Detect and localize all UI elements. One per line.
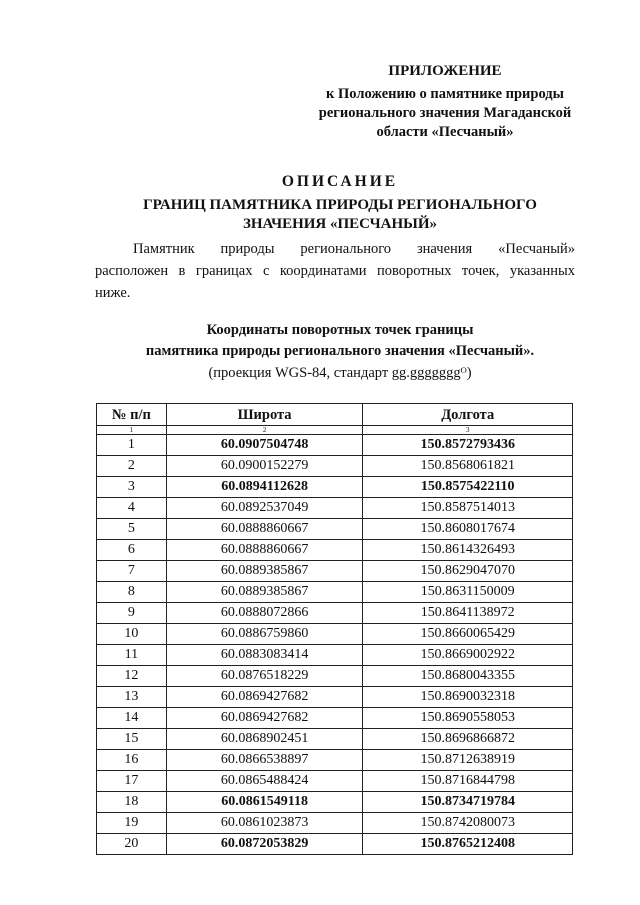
table-index-row — [97, 426, 573, 435]
document-title — [100, 172, 580, 234]
cell-longitude: 150.8572793436 — [363, 435, 573, 456]
table-row — [97, 540, 573, 561]
cell-number: 11 — [97, 645, 167, 666]
cell-number: 8 — [97, 582, 167, 603]
appendix-title: ПРИЛОЖЕНИЕ — [388, 63, 502, 79]
coordinates-title-line-2: памятника природы регионального значения «Песчаный». — [145, 343, 535, 359]
document-title-line-1: ОПИСАНИЕ — [281, 173, 399, 190]
table-row — [97, 582, 573, 603]
cell-longitude: 150.8680043355 — [363, 666, 573, 687]
cell-latitude: 60.0900152279 — [166, 456, 363, 477]
cell-number: 1 — [97, 435, 167, 456]
cell-number: 20 — [97, 834, 167, 855]
cell-latitude: 60.0869427682 — [166, 687, 363, 708]
cell-longitude: 150.8690032318 — [363, 687, 573, 708]
cell-number: 17 — [97, 771, 167, 792]
cell-latitude: 60.0861023873 — [166, 813, 363, 834]
cell-latitude: 60.0869427682 — [166, 708, 363, 729]
cell-latitude: 60.0861549118 — [166, 792, 363, 813]
appendix-block — [300, 62, 590, 142]
cell-latitude: 60.0886759860 — [166, 624, 363, 645]
cell-latitude: 60.0888072866 — [166, 603, 363, 624]
cell-longitude: 150.8608017674 — [363, 519, 573, 540]
header-latitude: Широта — [166, 404, 363, 426]
index-cell: 3 — [363, 426, 573, 435]
table-row — [97, 792, 573, 813]
cell-number: 14 — [97, 708, 167, 729]
appendix-line-3: области «Песчаный» — [376, 124, 514, 140]
cell-latitude: 60.0883083414 — [166, 645, 363, 666]
description-paragraph — [95, 238, 575, 304]
cell-longitude: 150.8641138972 — [363, 603, 573, 624]
cell-number: 5 — [97, 519, 167, 540]
table-row — [97, 834, 573, 855]
cell-latitude: 60.0876518229 — [166, 666, 363, 687]
table-row — [97, 813, 573, 834]
paragraph-line-1: Памятник природы регионального значения «Песчаный» — [133, 241, 575, 257]
table-row — [97, 603, 573, 624]
paragraph-line-2: расположен в границах с координатами поворотных точек, указанных — [95, 263, 575, 279]
cell-number: 18 — [97, 792, 167, 813]
cell-number: 6 — [97, 540, 167, 561]
table-row — [97, 708, 573, 729]
cell-number: 15 — [97, 729, 167, 750]
table-row — [97, 498, 573, 519]
cell-latitude: 60.0889385867 — [166, 561, 363, 582]
cell-longitude: 150.8696866872 — [363, 729, 573, 750]
table-row — [97, 519, 573, 540]
coordinates-title — [100, 320, 580, 383]
cell-latitude: 60.0865488424 — [166, 771, 363, 792]
cell-longitude: 150.8660065429 — [363, 624, 573, 645]
table-body — [97, 435, 573, 855]
cell-number: 13 — [97, 687, 167, 708]
cell-number: 3 — [97, 477, 167, 498]
cell-number: 12 — [97, 666, 167, 687]
table-row — [97, 561, 573, 582]
index-cell: 2 — [166, 426, 363, 435]
cell-latitude: 60.0866538897 — [166, 750, 363, 771]
header-longitude: Долгота — [363, 404, 573, 426]
table-row — [97, 666, 573, 687]
header-number: № п/п — [97, 404, 167, 426]
cell-latitude: 60.0892537049 — [166, 498, 363, 519]
appendix-line-1: к Положению о памятнике природы — [326, 86, 564, 102]
cell-longitude: 150.8575422110 — [363, 477, 573, 498]
paragraph-line-3: ниже. — [95, 285, 131, 301]
cell-longitude: 150.8629047070 — [363, 561, 573, 582]
cell-latitude: 60.0868902451 — [166, 729, 363, 750]
document-title-line-2: ГРАНИЦ ПАМЯТНИКА ПРИРОДЫ РЕГИОНАЛЬНОГО — [143, 197, 537, 213]
cell-longitude: 150.8669002922 — [363, 645, 573, 666]
cell-latitude: 60.0872053829 — [166, 834, 363, 855]
cell-longitude: 150.8568061821 — [363, 456, 573, 477]
table-row — [97, 771, 573, 792]
cell-number: 16 — [97, 750, 167, 771]
cell-number: 19 — [97, 813, 167, 834]
cell-number: 2 — [97, 456, 167, 477]
cell-longitude: 150.8716844798 — [363, 771, 573, 792]
cell-longitude: 150.8742080073 — [363, 813, 573, 834]
cell-longitude: 150.8712638919 — [363, 750, 573, 771]
cell-latitude: 60.0889385867 — [166, 582, 363, 603]
cell-latitude: 60.0888860667 — [166, 540, 363, 561]
cell-number: 9 — [97, 603, 167, 624]
cell-longitude: 150.8734719784 — [363, 792, 573, 813]
index-cell: 1 — [97, 426, 167, 435]
appendix-line-2: регионального значения Магаданской — [318, 105, 572, 121]
cell-latitude: 60.0894112628 — [166, 477, 363, 498]
table-row — [97, 435, 573, 456]
table-row — [97, 645, 573, 666]
coordinates-table — [96, 403, 573, 855]
cell-number: 10 — [97, 624, 167, 645]
coordinates-title-line-1: Координаты поворотных точек границы — [206, 322, 474, 338]
table-row — [97, 687, 573, 708]
table-header-row — [97, 404, 573, 426]
cell-longitude: 150.8690558053 — [363, 708, 573, 729]
cell-longitude: 150.8631150009 — [363, 582, 573, 603]
cell-number: 7 — [97, 561, 167, 582]
table-row — [97, 477, 573, 498]
table-row — [97, 624, 573, 645]
table-row — [97, 456, 573, 477]
document-title-line-3: ЗНАЧЕНИЯ «ПЕСЧАНЫЙ» — [242, 216, 438, 232]
projection-note: (проекция WGS-84, стандарт gg.gggggggᴼ) — [208, 365, 472, 381]
table-row — [97, 750, 573, 771]
table-row — [97, 729, 573, 750]
cell-number: 4 — [97, 498, 167, 519]
cell-latitude: 60.0907504748 — [166, 435, 363, 456]
cell-longitude: 150.8765212408 — [363, 834, 573, 855]
cell-longitude: 150.8614326493 — [363, 540, 573, 561]
cell-longitude: 150.8587514013 — [363, 498, 573, 519]
cell-latitude: 60.0888860667 — [166, 519, 363, 540]
